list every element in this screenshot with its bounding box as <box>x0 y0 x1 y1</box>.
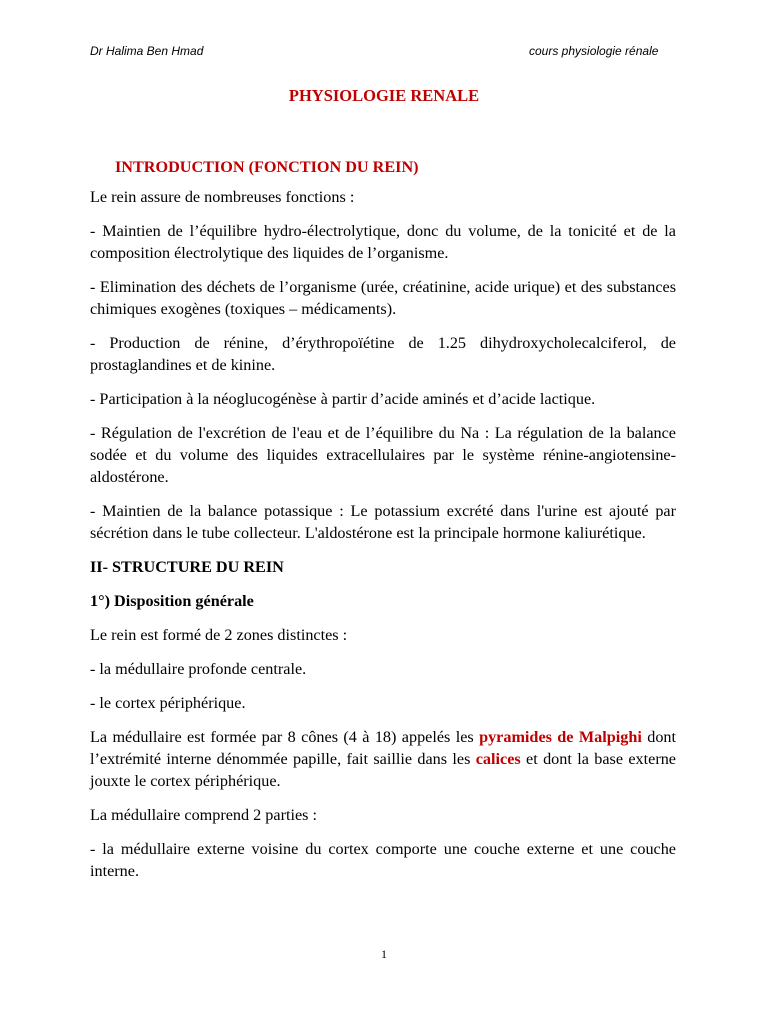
header-author: Dr Halima Ben Hmad <box>90 44 204 58</box>
document-body <box>90 156 676 894</box>
paragraph: - la médullaire profonde centrale. <box>90 660 307 678</box>
paragraph-medullaire <box>90 726 676 792</box>
text-run: et dont la base externe jouxte le cortex périphérique. <box>90 750 676 790</box>
highlight-pyramides: pyramides de Malpighi <box>479 728 642 746</box>
function-item: - Elimination des déchets de l’organisme (urée, créatinine, acide urique) et des substances chimiques exogènes (toxiques – médicaments). <box>90 278 676 318</box>
paragraph: La médullaire comprend 2 parties : <box>90 806 317 824</box>
intro-lead: Le rein assure de nombreuses fonctions : <box>90 188 355 206</box>
paragraph: - le cortex périphérique. <box>90 694 246 712</box>
section-heading-structure: II- STRUCTURE DU REIN <box>90 558 284 576</box>
highlight-calices: calices <box>475 750 521 768</box>
page-title: PHYSIOLOGIE RENALE <box>288 86 480 105</box>
header-course: cours physiologie rénale <box>529 44 659 58</box>
function-item: - Maintien de la balance potassique : Le potassium excrété dans l'urine est ajouté par sécrétion dans le tube collecteur. L'aldostérone est la principale hormone kaliurétique. <box>90 502 676 542</box>
subsection-heading: 1°) Disposition générale <box>90 592 254 610</box>
intro-heading: INTRODUCTION (FONCTION DU REIN) <box>115 158 419 176</box>
paragraph: Le rein est formé de 2 zones distinctes : <box>90 626 348 644</box>
paragraph: - la médullaire externe voisine du cortex comporte une couche externe et une couche interne. <box>90 840 676 880</box>
function-item: - Régulation de l'excrétion de l'eau et de l’équilibre du Na : La régulation de la balance sodée et du volume des liquides extracellulaires par le système rénine-angiotensine-aldostérone. <box>90 424 676 486</box>
text-run: dont l’extrémité interne dénommée papille, fait saillie dans les <box>90 728 677 768</box>
page-number: 1 <box>381 947 387 961</box>
function-item: - Maintien de l’équilibre hydro-électrolytique, donc du volume, de la tonicité et de la composition électrolytique des liquides de l’organisme. <box>90 222 676 262</box>
function-item: - Participation à la néoglucogénèse à partir d’acide aminés et d’acide lactique. <box>90 390 596 408</box>
function-item: - Production de rénine, d’érythropoïétine de 1.25 dihydroxycholecalciferol, de prostaglandines et de kinine. <box>90 334 676 374</box>
text-run: La médullaire est formée par 8 cônes (4 à 18) appelés les <box>90 728 480 746</box>
